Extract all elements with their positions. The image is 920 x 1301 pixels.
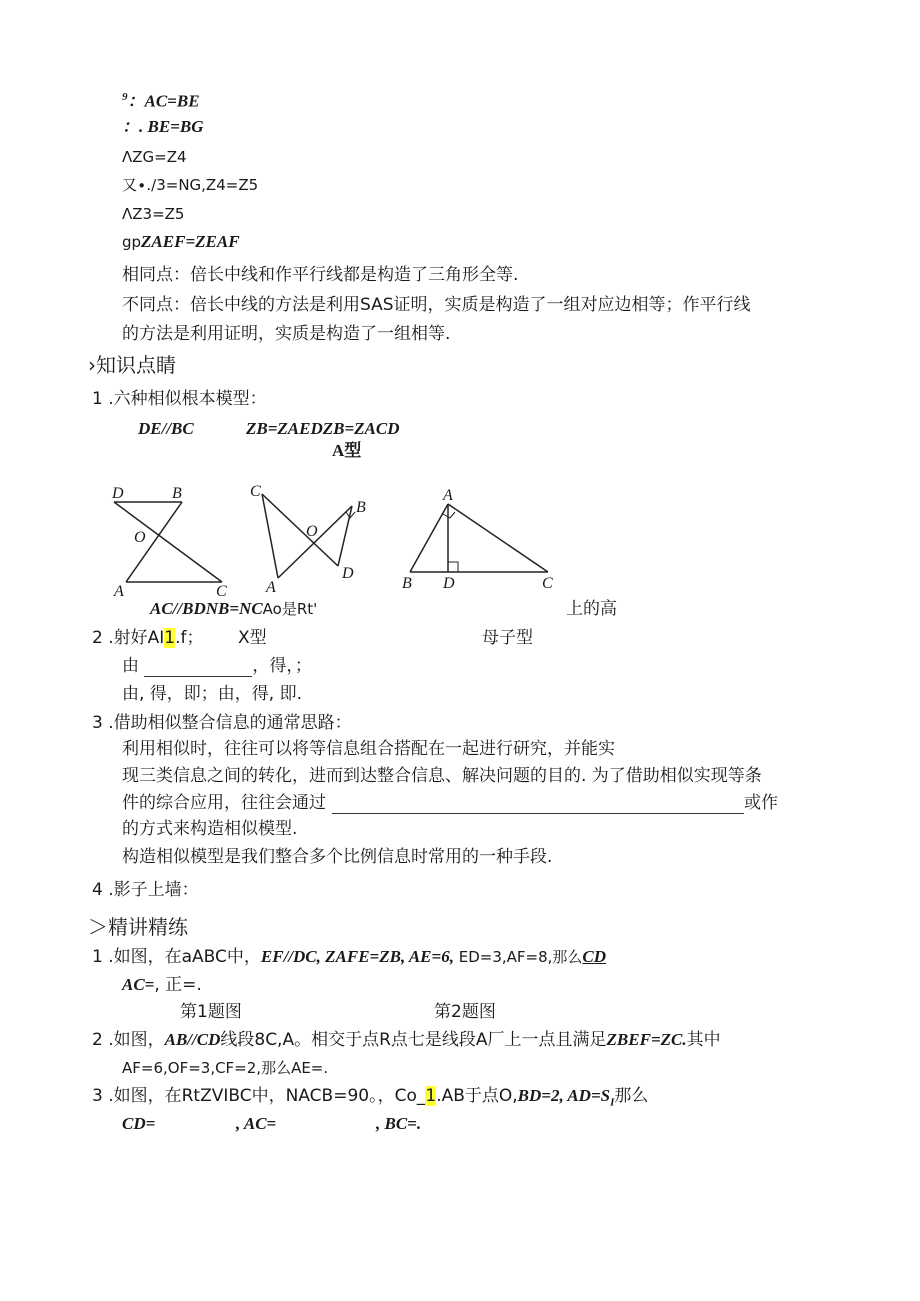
figure-butterfly bbox=[250, 483, 366, 596]
section-title-points: ›知识点睛 bbox=[88, 353, 176, 377]
q3-text-c: BD=2, AD=S bbox=[517, 1086, 611, 1105]
proof-line-1-text: ：AC=BE bbox=[127, 91, 200, 111]
question-3 bbox=[92, 1085, 648, 1113]
point3-p1: 利用相似时，往往可以将等信息组合搭配在一起进行研究，并能实 bbox=[122, 739, 615, 759]
fig1-label-a: A bbox=[114, 583, 124, 600]
fig1-label-b: B bbox=[172, 485, 182, 502]
point3-p2: 现三类信息之间的转化，进而到达整合信息、解决问题的目的. 为了借助相似实现等条 bbox=[122, 766, 762, 786]
q1-line2-italic: AC= bbox=[122, 975, 155, 994]
fig2-label-b: B bbox=[356, 499, 366, 516]
fig3-label-c: C bbox=[542, 575, 553, 592]
fig3-label-d: D bbox=[443, 575, 455, 592]
similarity-figures bbox=[100, 478, 560, 603]
fig2-label-o: O bbox=[306, 523, 318, 540]
caption-fig-1: 第1题图 bbox=[180, 1002, 242, 1022]
q2-text-a: 2 .如图， bbox=[92, 1030, 165, 1050]
fig1-label-o: O bbox=[134, 529, 146, 546]
fig1-label-d: D bbox=[112, 485, 124, 502]
proof-line-5: ΛZ3=Z5 bbox=[122, 205, 185, 223]
point1-cond2: ZB=ZAEDZB=ZACD bbox=[246, 419, 400, 438]
point2-you-text: 由 bbox=[122, 656, 139, 676]
point3-label: 3 .借助相似整合信息的通常思路： bbox=[92, 713, 352, 733]
point2-blank bbox=[144, 658, 252, 677]
q3-text-b: .AB于点O, bbox=[436, 1086, 518, 1106]
type-x-label: X型 bbox=[238, 628, 267, 648]
question-2 bbox=[92, 1029, 721, 1051]
q3-answer-bc: , BC=. bbox=[376, 1114, 422, 1133]
point2-label-highlight: 1 bbox=[164, 628, 176, 648]
fig-conditions-rest: Ao是Rt' bbox=[262, 600, 318, 618]
diff-point-line-1: 不同点：倍长中线的方法是利用SAS证明，实质是构造了一组对应边相等；作平行线 bbox=[122, 295, 751, 315]
fig-height-text: 上的高 bbox=[566, 599, 617, 619]
point3-p3-head: 件的综合应用，往往会通过 bbox=[122, 793, 326, 813]
fig2-label-a: A bbox=[266, 579, 276, 596]
point3-blank bbox=[332, 795, 744, 814]
point3-p5: 构造相似模型是我们整合多个比例信息时常用的一种手段. bbox=[122, 847, 553, 867]
point4-label: 4 .影子上墙： bbox=[92, 880, 199, 900]
q3-highlight: 1 bbox=[425, 1086, 437, 1106]
point2-label bbox=[92, 627, 204, 649]
fig3-label-b: B bbox=[402, 575, 412, 592]
point3-p3 bbox=[122, 792, 778, 814]
caption-fig-2: 第2题图 bbox=[434, 1002, 496, 1022]
fig2-label-c: C bbox=[250, 483, 261, 500]
type-a-label: A型 bbox=[332, 441, 362, 460]
proof-line-6-expr: ZAEF=ZEAF bbox=[141, 232, 240, 251]
section-title-practice: ＞精讲精练 bbox=[88, 915, 188, 939]
point2-label-suffix: .f； bbox=[175, 628, 204, 648]
point1-cond1: DE//BC bbox=[138, 419, 194, 438]
point3-p4: 的方式来构造相似模型. bbox=[122, 819, 298, 839]
fig2-label-d: D bbox=[342, 565, 354, 582]
proof-mark: 9 bbox=[122, 91, 128, 103]
q1-line2-rest: , 正=. bbox=[154, 975, 202, 995]
same-point: 相同点：倍长中线和作平行线都是构造了三角形全等. bbox=[122, 265, 519, 285]
q2-text-e: 其中 bbox=[686, 1030, 721, 1050]
point2-label-prefix: 2 .射好AI bbox=[92, 628, 165, 648]
proof-line-6 bbox=[122, 231, 240, 253]
point2-line-you bbox=[122, 655, 312, 677]
diff-point-line-2: 的方法是利用证明，实质是构造了一组相等. bbox=[122, 324, 451, 344]
question-2-line-2: AF=6,OF=3,CF=2,那么AE=. bbox=[122, 1059, 329, 1077]
question-1-line-2 bbox=[122, 974, 202, 996]
proof-line-2: ：. BE=BG bbox=[122, 117, 204, 136]
fig-conditions-italic: AC//BDNB=NC bbox=[150, 599, 263, 618]
point2-you-tail: ，得，； bbox=[252, 656, 312, 676]
q3-answer-ac: , AC= bbox=[236, 1114, 277, 1133]
q2-text-b: AB//CD bbox=[164, 1030, 221, 1049]
fig1-label-c: C bbox=[216, 583, 227, 600]
q3-text-c-sub: I bbox=[610, 1096, 615, 1109]
proof-line-6-prefix: gp bbox=[122, 233, 142, 251]
type-mother-child-label: 母子型 bbox=[482, 628, 533, 648]
q2-text-d: ZBEF=ZC. bbox=[606, 1030, 687, 1049]
figure-mother-child bbox=[402, 487, 553, 592]
fig-conditions bbox=[150, 598, 317, 620]
proof-line-1 bbox=[122, 86, 200, 113]
point1-label: 1 .六种相似根本模型： bbox=[92, 389, 267, 409]
q3-text-a: 3 .如图，在RtZVIBC中，NACB=90。，Co_ bbox=[92, 1086, 426, 1106]
figure-x-parallel bbox=[111, 485, 227, 600]
point3-p3-tail: 或作 bbox=[744, 793, 778, 813]
proof-line-4: 又∙.∕3=NG,Z4=Z5 bbox=[122, 176, 259, 194]
q3-text-d: 那么 bbox=[614, 1086, 649, 1106]
q1-text-d: CD bbox=[582, 947, 607, 966]
q1-text-b: EF//DC, ZAFE=ZB, AE=6, bbox=[260, 947, 454, 966]
q1-text-c: ED=3,AF=8,那么 bbox=[453, 948, 583, 966]
point2-chain: 由, 得，即；由，得, 即. bbox=[122, 684, 303, 704]
fig3-label-a: A bbox=[443, 487, 453, 504]
question-1 bbox=[92, 946, 606, 968]
q2-text-c: 线段8C,A。相交于点R点七是线段A厂上一点且满足 bbox=[220, 1030, 607, 1050]
q1-text-a: 1 .如图，在aABC中， bbox=[92, 947, 261, 967]
q3-answer-cd: CD= bbox=[122, 1114, 156, 1133]
proof-line-3: ΛZG=Z4 bbox=[122, 148, 187, 166]
